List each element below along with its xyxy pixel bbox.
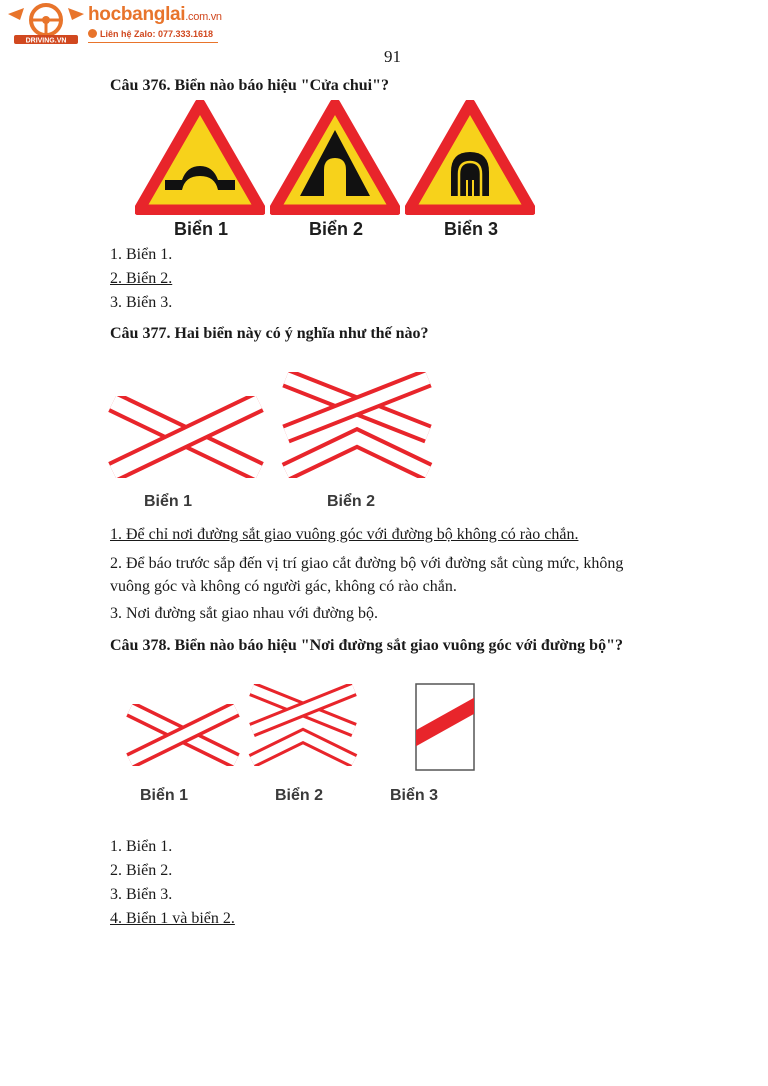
answer-option: 2. Biển 2. [110,862,173,879]
answer-option: 3. Biển 3. [110,294,173,311]
sign-label: Biển 2 [309,219,364,239]
header-rule [88,42,218,43]
answer-option: 3. Nơi đường sắt giao nhau với đường bộ. [110,605,379,622]
answer-option-correct: 4. Biển 1 và biển 2. [110,910,235,927]
sign-label: Biển 1 [174,219,229,239]
answer-option: 1. Biển 1. [110,246,173,263]
site-logo [6,2,246,46]
sign-label: Biển 2 [327,493,376,510]
phone-icon [88,29,97,38]
sign-label: Biển 2 [275,787,324,804]
railway-cross-sign-2 [246,684,360,766]
tunnel-sign-1 [135,100,265,215]
steering-wheel-icon [6,2,86,46]
tunnel-sign-3 [405,100,535,215]
question-376-title: Câu 376. Biển nào báo hiệu "Cửa chui"? [110,77,389,94]
answer-option: 1. Biển 1. [110,838,173,855]
railway-cross-sign-1 [124,704,242,766]
answer-option-correct: 2. Biển 2. [110,270,173,287]
railway-cross-sign-2 [278,372,436,478]
tunnel-sign-2 [270,100,400,215]
answer-option: 2. Để báo trước sắp đến vị trí giao cắt đường bộ với đường sắt cùng mức, không [110,555,624,572]
sign-label: Biển 1 [144,493,193,510]
railway-single-track-sign-3 [415,683,475,771]
railway-cross-sign-1 [105,396,267,478]
sign-label: Biển 1 [140,787,189,804]
sign-label: Biển 3 [444,219,499,239]
contact-info: Liên hệ Zalo: 077.333.1618 [88,29,213,39]
question-377-title: Câu 377. Hai biển này có ý nghĩa như thế nào? [110,325,429,342]
answer-option-continuation: vuông góc và không có người gác, không có rào chắn. [110,578,457,595]
sign-label: Biển 3 [390,787,439,804]
answer-option: 3. Biển 3. [110,886,173,903]
logo-brand-text: DRIVING.VN [25,37,67,45]
page-number: 91 [384,47,401,66]
answer-option-correct: 1. Để chỉ nơi đường sắt giao vuông góc với đường bộ không có rào chắn. [110,526,579,543]
site-name: hocbanglai.com.vn [88,4,222,25]
question-378-title: Câu 378. Biển nào báo hiệu "Nơi đường sắt giao vuông góc với đường bộ"? [110,637,623,654]
